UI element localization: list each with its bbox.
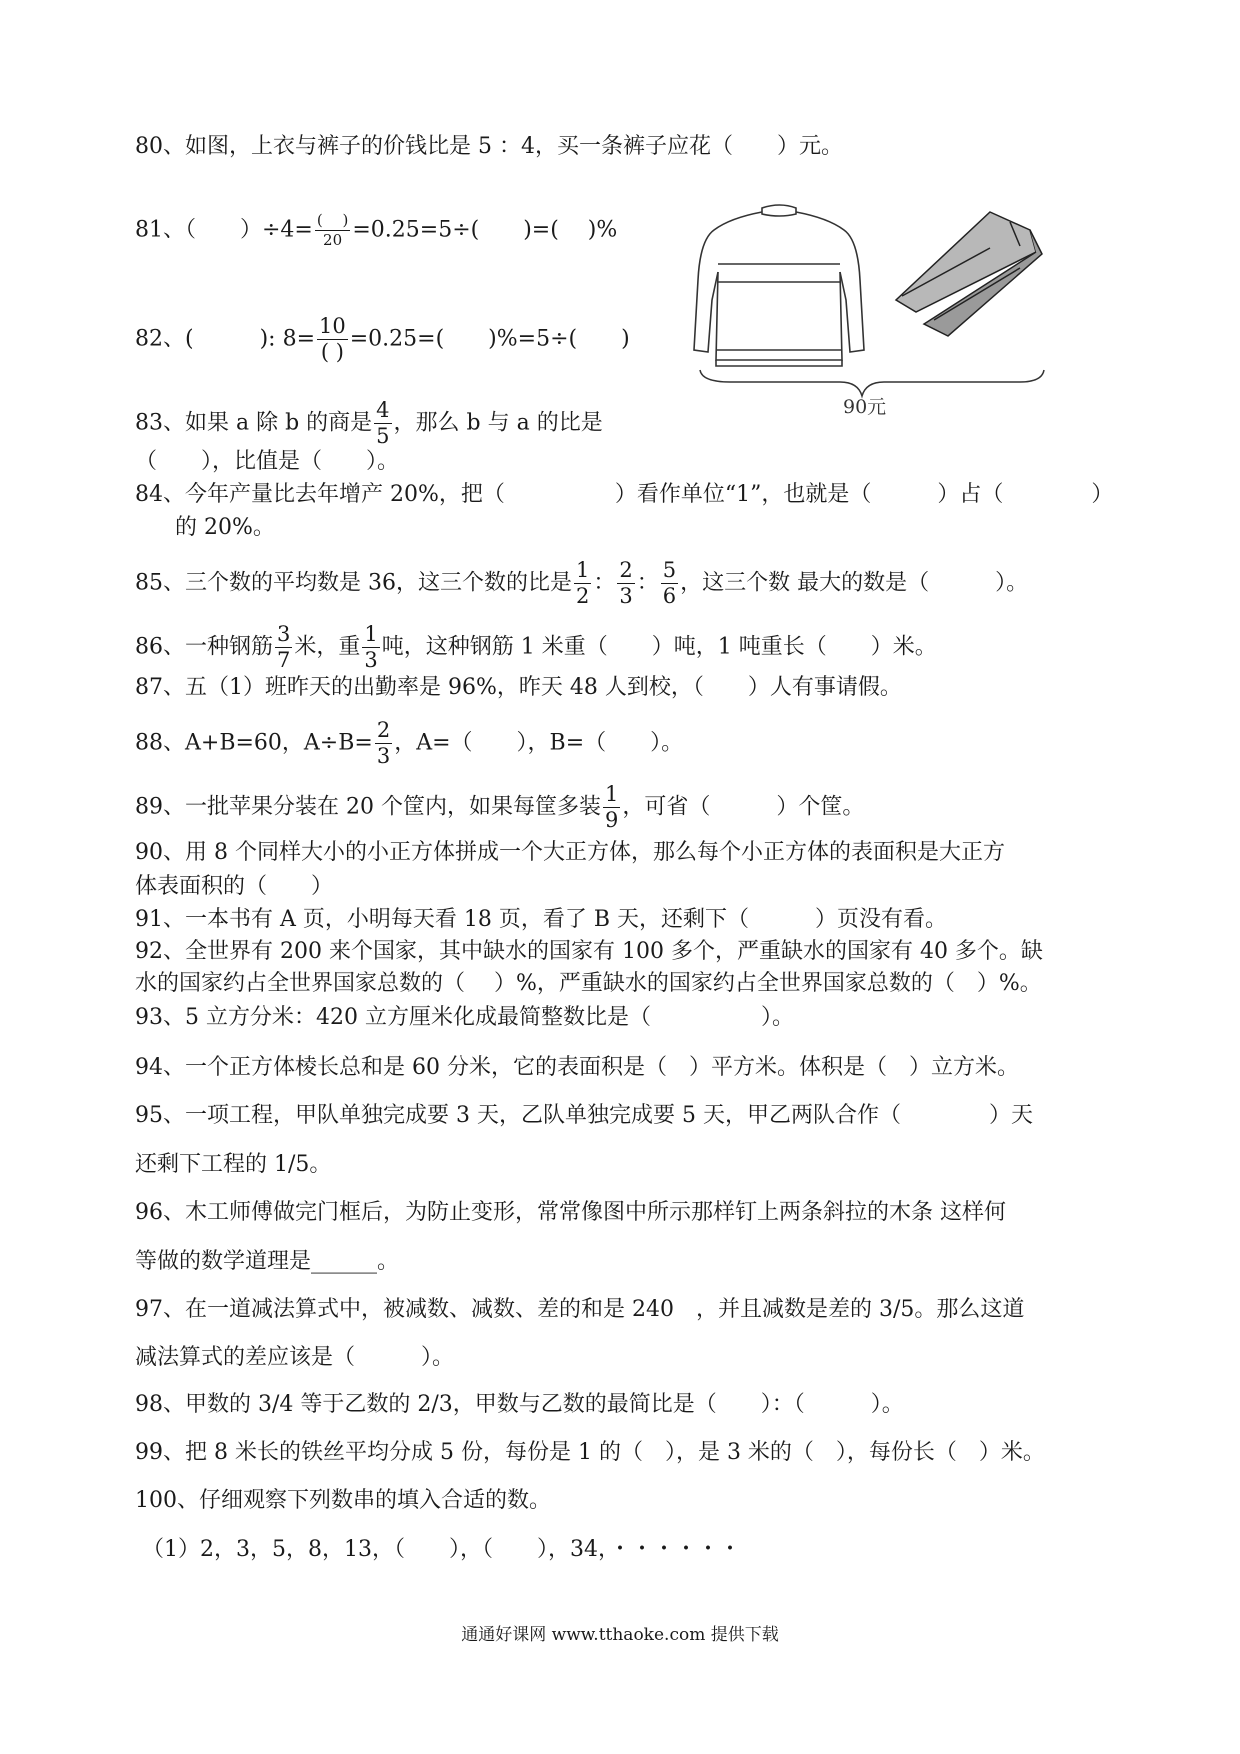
q85-text-b: ，这三个数 最大的数是（ ）。 bbox=[680, 570, 1029, 596]
q88-fraction bbox=[375, 720, 392, 767]
question-100-line1: 100、仔细观察下列数串的填入合适的数。 bbox=[135, 1488, 551, 1513]
q89-fraction bbox=[603, 784, 620, 831]
q86-text-a: 86、一种钢筋 bbox=[135, 634, 273, 660]
question-95-line1: 95、一项工程，甲队单独完成要 3 天，乙队单独完成要 5 天，甲乙两队合作（ ）天 bbox=[135, 1103, 1033, 1128]
question-100-line2: （1）2，3，5，8，13，（ ），（ ），34，・・・・・・ bbox=[142, 1537, 741, 1562]
q83-numerator: 4 bbox=[376, 398, 390, 422]
q85-fraction-2 bbox=[617, 560, 634, 607]
question-84-line1: 84、今年产量比去年增产 20%，把（ ）看作单位“1”，也就是（ ）占（ ） bbox=[135, 482, 1114, 507]
q81-fraction bbox=[315, 213, 350, 248]
q86-fraction-1 bbox=[275, 624, 292, 671]
q83-text-a: 83、如果 a 除 b 的商是 bbox=[135, 410, 373, 436]
q85-f2-denominator: 3 bbox=[619, 584, 633, 608]
question-83 bbox=[135, 400, 603, 447]
question-86 bbox=[135, 624, 937, 671]
footer-credit: 通通好课网 www.tthaoke.com 提供下载 bbox=[461, 1625, 779, 1645]
question-91: 91、一本书有 A 页，小明每天看 18 页，看了 B 天，还剩下（ ）页没有看。 bbox=[135, 907, 948, 932]
question-99: 99、把 8 米长的铁丝平均分成 5 份，每份是 1 的（ ），是 3 米的（ ），每份长（ ）米。 bbox=[135, 1440, 1045, 1465]
q85-fraction-1 bbox=[574, 560, 591, 607]
q88-denominator: 3 bbox=[376, 744, 391, 768]
q86-f1-numerator: 3 bbox=[277, 622, 291, 646]
question-94: 94、一个正方体棱长总和是 60 分米，它的表面积是（ ）平方米。体积是（ ）立方米。 bbox=[135, 1055, 1019, 1080]
q85-f3-numerator: 5 bbox=[662, 558, 677, 582]
question-98: 98、甲数的 3/4 等于乙数的 2/3，甲数与乙数的最简比是（ ）：（ ）。 bbox=[135, 1392, 904, 1417]
question-89 bbox=[135, 784, 864, 831]
question-80: 80、如图，上衣与裤子的价钱比是 5 ：4，买一条裤子应花（ ）元。 bbox=[135, 134, 843, 159]
q88-text-b: ，A=（ ），B=（ ）。 bbox=[394, 730, 684, 756]
q86-f1-denominator: 7 bbox=[277, 648, 291, 672]
question-82 bbox=[135, 316, 630, 363]
q88-numerator: 2 bbox=[376, 718, 391, 742]
q85-text-a: 85、三个数的平均数是 36，这三个数的比是 bbox=[135, 570, 572, 596]
q86-text-b: 米，重 bbox=[294, 634, 361, 660]
question-84-line2: 的 20%。 bbox=[175, 515, 275, 540]
q85-fraction-3 bbox=[661, 560, 678, 607]
question-97-line2: 减法算式的差应该是（ ）。 bbox=[135, 1345, 455, 1370]
trousers-drawing bbox=[896, 212, 1042, 336]
question-81 bbox=[135, 213, 617, 248]
q81-text-a: 81、（ ）÷4= bbox=[135, 217, 313, 243]
question-88 bbox=[135, 720, 683, 767]
q83-text-b: ，那么 b 与 a 的比是 bbox=[393, 410, 603, 436]
q86-fraction-2 bbox=[362, 624, 379, 671]
q89-text-a: 89、一批苹果分装在 20 个筐内，如果每筐多装 bbox=[135, 794, 601, 820]
q85-f2-numerator: 2 bbox=[619, 558, 633, 582]
q89-text-b: ，可省（ ）个筐。 bbox=[622, 794, 865, 820]
question-85: 85、三个数的平均数是 36，这三个数的比是 $\frac{1}{2}$ ： $\frac{2}{3}$ ： $\frac{5}{6}$ ，这三个数 最大的数是（ ）。 bbox=[135, 558, 1029, 608]
q83-fraction bbox=[374, 400, 391, 447]
q85-f1-numerator: 1 bbox=[575, 558, 590, 582]
question-96-line2: 等做的数学道理是______。 bbox=[135, 1249, 400, 1274]
q86-f2-denominator: 3 bbox=[364, 648, 378, 672]
q85-f1-denominator: 2 bbox=[575, 584, 590, 608]
q82-text-b: =0.25=( )%=5÷( ) bbox=[349, 326, 630, 352]
question-95-line2: 还剩下工程的 1/5。 bbox=[135, 1152, 332, 1177]
q85-f3-denominator: 6 bbox=[662, 584, 677, 608]
q83-denominator: 5 bbox=[376, 424, 390, 448]
price-label: 90元 bbox=[843, 396, 887, 418]
q89-denominator: 9 bbox=[604, 808, 619, 832]
question-87: 87、五（1）班昨天的出勤率是 96%，昨天 48 人到校，（ ）人有事请假。 bbox=[135, 675, 902, 700]
q82-text-a: 82、( ): 8= bbox=[135, 326, 315, 352]
question-92-line1: 92、全世界有 200 来个国家，其中缺水的国家有 100 多个，严重缺水的国家有 40 多个。缺 bbox=[135, 939, 1043, 964]
q82-numerator: 10 bbox=[319, 314, 346, 338]
question-90-line1: 90、用 8 个同样大小的小正方体拼成一个大正方体，那么每个小正方体的表面积是大正方 bbox=[135, 840, 1005, 865]
question-97-line1: 97、在一道减法算式中，被减数、减数、差的和是 240 ，并且减数是差的 3/5。那么这道 bbox=[135, 1297, 1025, 1322]
sweater-drawing bbox=[694, 205, 864, 366]
q81-numerator: ( ) bbox=[316, 211, 349, 229]
question-83-line2: （ ），比值是（ ）。 bbox=[135, 449, 400, 474]
q88-text-a: 88、A+B=60，A÷B= bbox=[135, 730, 373, 756]
q86-text-c: 吨，这种钢筋 1 米重（ ）吨，1 吨重长（ ）米。 bbox=[381, 634, 937, 660]
question-90-line2: 体表面积的（ ） bbox=[135, 874, 334, 899]
q82-denominator: ( ) bbox=[320, 340, 344, 364]
q81-denominator: 20 bbox=[323, 231, 343, 249]
q81-text-b: =0.25=5÷( )=( )% bbox=[352, 217, 618, 243]
q82-fraction bbox=[317, 316, 348, 363]
q89-numerator: 1 bbox=[604, 782, 619, 806]
clothing-figure bbox=[690, 200, 1070, 420]
question-93: 93、5 立方分米：420 立方厘米化成最简整数比是（ ）。 bbox=[135, 1005, 794, 1030]
question-92-line2: 水的国家约占全世界国家总数的（ ）%，严重缺水的国家约占全世界国家总数的（ ）%。 bbox=[135, 971, 1042, 996]
q86-f2-numerator: 1 bbox=[364, 622, 378, 646]
question-96-line1: 96、木工师傅做完门框后，为防止变形，常常像图中所示那样钉上两条斜拉的木条 这样何 bbox=[135, 1200, 1006, 1225]
